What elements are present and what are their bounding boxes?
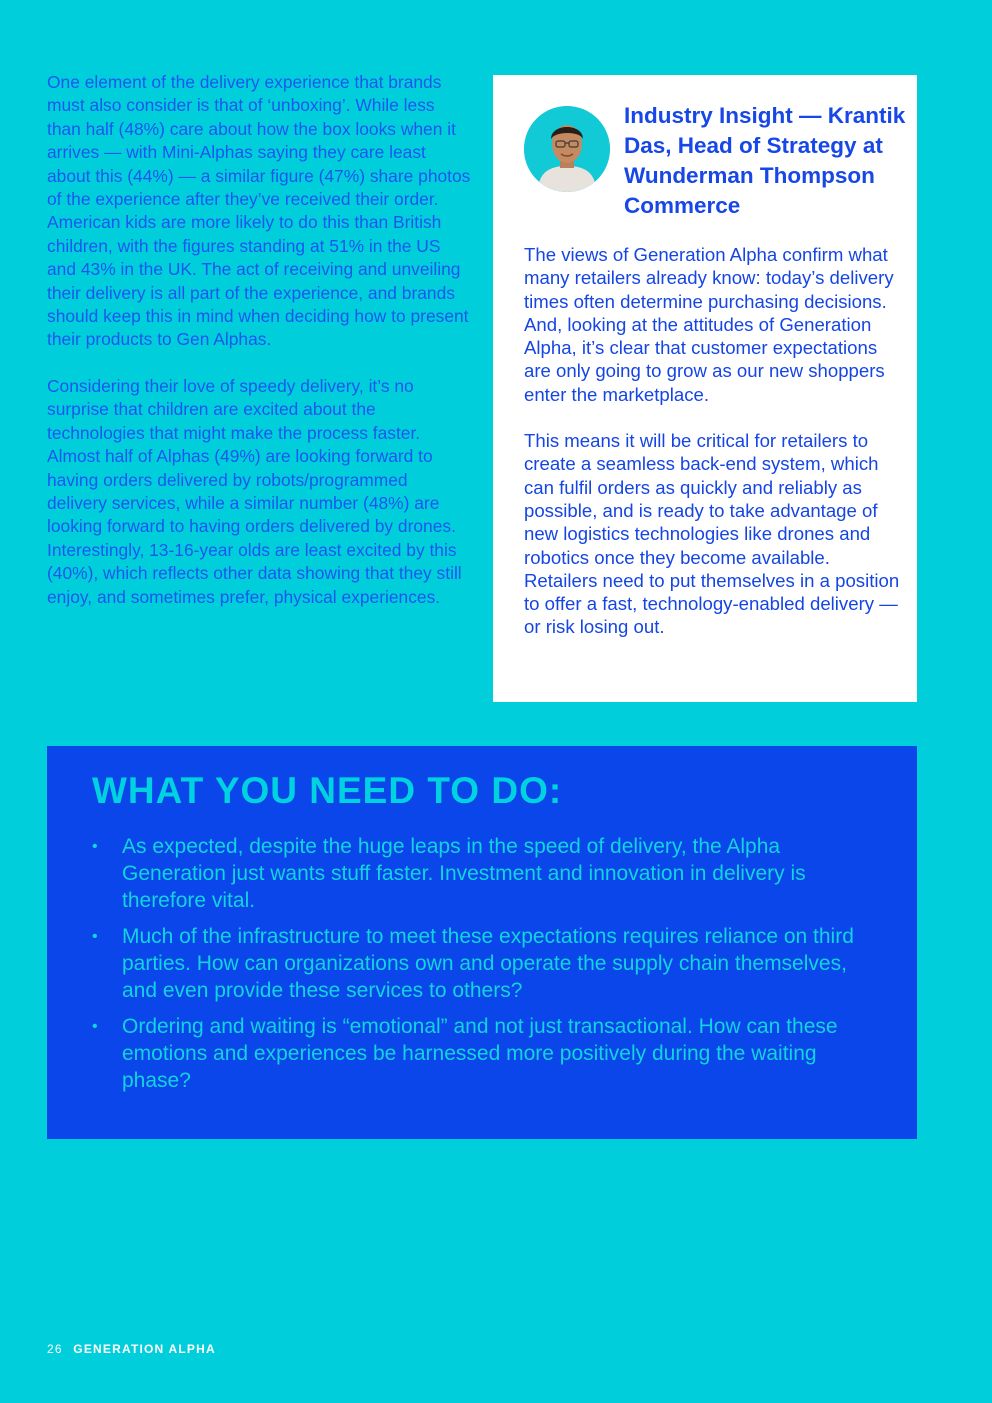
list-item (92, 1013, 882, 1094)
industry-insight-box (493, 75, 917, 702)
list-item-text: Much of the infrastructure to meet these expectations requires reliance on third parties. How can organizations own and operate the supply chain themselves, and even provide these services to others? (122, 925, 854, 1002)
avatar (524, 106, 610, 192)
list-item (92, 833, 882, 914)
portrait-photo (524, 106, 610, 192)
todo-list (92, 833, 882, 1103)
bullet-icon: • (92, 1018, 98, 1035)
insight-body (524, 243, 904, 662)
todo-heading: WHAT YOU NEED TO DO: (92, 770, 563, 811)
insight-paragraph: The views of Generation Alpha confirm what many retailers already know: today’s delivery times often determine purchasing decisions. And, looking at the attitudes of Generation Alpha, it’s clear that customer expectations are only going to grow as our new shoppers enter the marketplace. (524, 244, 894, 405)
insight-title: Industry Insight — Krantik Das, Head of Strategy at Wunderman Thompson Commerce (624, 103, 906, 218)
list-item-text: As expected, despite the huge leaps in the speed of delivery, the Alpha Generation just wants stuff faster. Investment and innovation in delivery is therefore vital. (122, 835, 806, 912)
bullet-icon: • (92, 838, 98, 855)
body-paragraph-unboxing: One element of the delivery experience that brands must also consider is that of ‘unboxing’. While less than half (48%) care about how the box looks when it arrives — with Mini-Alphas saying they care least about this (44%) — a similar figure (47%) share photos of the experience after they’ve received their order. American kids are more likely to do this than British children, with the figures standing at 51% in the US and 43% in the UK. The act of receiving and unveiling their delivery is all part of the experience, and brands should keep this in mind when deciding how to present their products to Gen Alphas. (47, 72, 471, 350)
page-number: 26 (47, 1342, 63, 1356)
list-item-text: Ordering and waiting is “emotional” and not just transactional. How can these emotions and experiences be harnessed more positively during the waiting phase? (122, 1015, 838, 1092)
list-item (92, 923, 882, 1004)
what-you-need-to-do-box (47, 746, 917, 1139)
publication-name: GENERATION ALPHA (73, 1342, 216, 1356)
body-paragraph-delivery-tech: Considering their love of speedy delivery, it’s no surprise that children are excited about the technologies that might make the process faster. Almost half of Alphas (49%) are looking forward to having orders delivered by robots/programmed delivery services, while a similar number (48%) are looking forward to having orders delivered by drones. Interestingly, 13-16-year olds are least excited by this (40%), which reflects other data showing that they still enjoy, and sometimes prefer, physical experiences. (47, 375, 462, 607)
insight-paragraph: This means it will be critical for retailers to create a seamless back-end system, which can fulfil orders as quickly and reliably as possible, and is ready to take advantage of new logistics technologies like drones and robotics once they become available. Retailers need to put themselves in a position to offer a fast, technology-enabled delivery — or risk losing out. (524, 430, 900, 638)
page-footer (47, 1342, 216, 1356)
body-text-column (47, 71, 472, 632)
bullet-icon: • (92, 928, 98, 945)
